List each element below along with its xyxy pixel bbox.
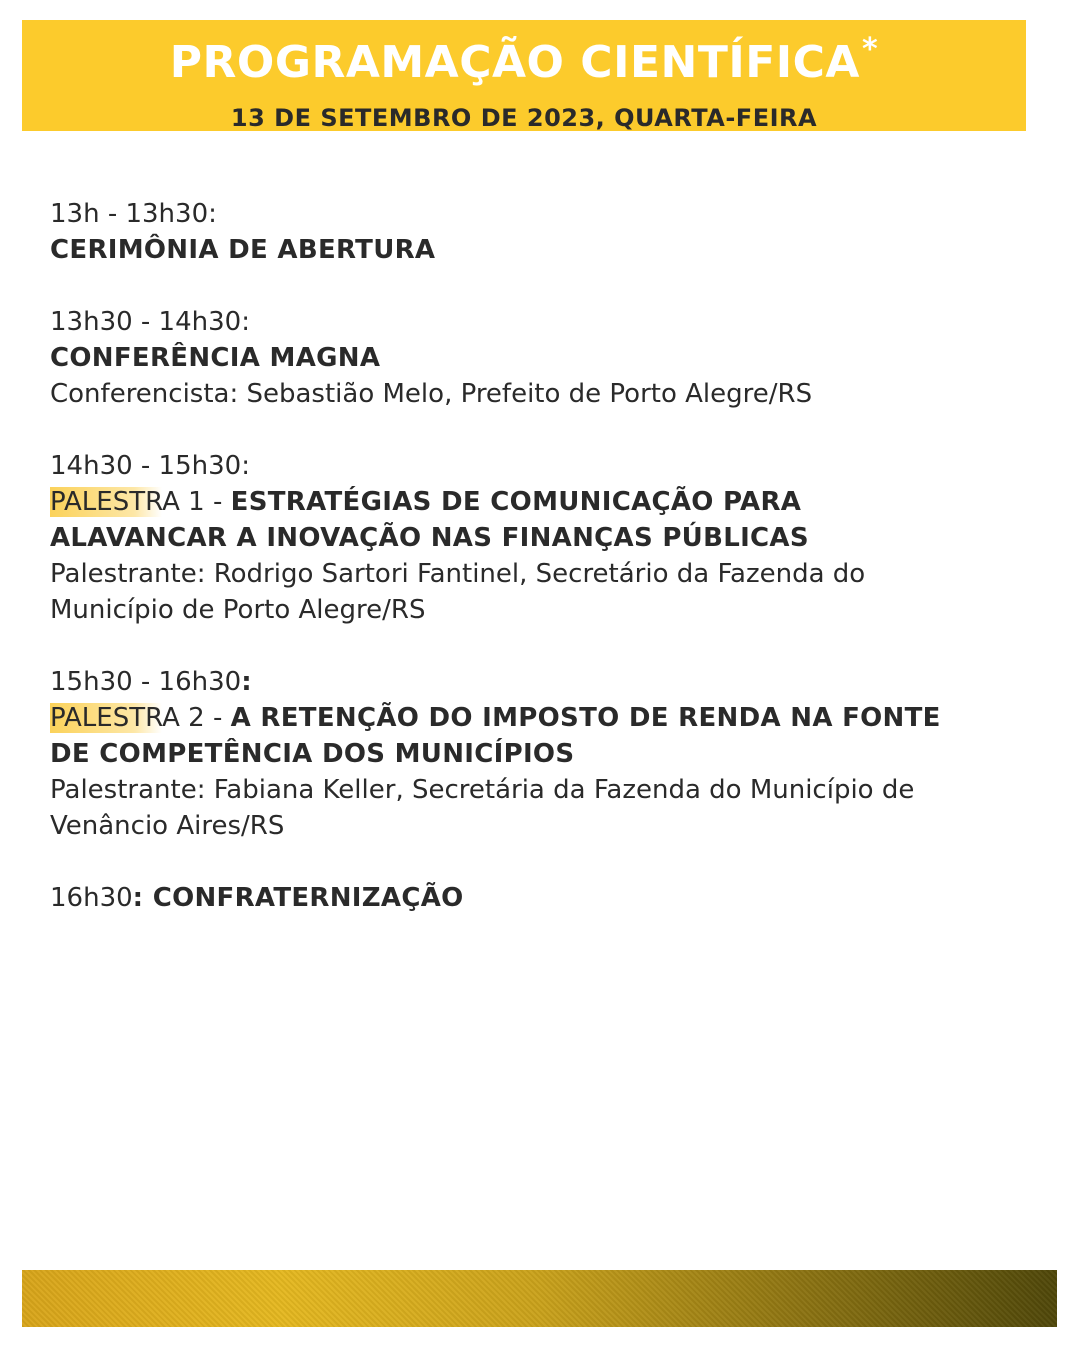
lecture-label-rest: A 2 - xyxy=(162,703,231,733)
item-title-line-2: DE COMPETÊNCIA DOS MUNICÍPIOS xyxy=(50,739,575,769)
item-time: 16h30 xyxy=(50,883,133,913)
page-title-text: PROGRAMAÇÃO CIENTÍFICA xyxy=(169,37,860,88)
header-banner xyxy=(22,20,1026,131)
item-closing-line xyxy=(50,880,1040,916)
item-time: 15h30 - 16h30 xyxy=(50,667,242,697)
program-item-lecture-1 xyxy=(50,448,1040,628)
item-speaker-line-2: Município de Porto Alegre/RS xyxy=(50,595,426,625)
title-asterisk: * xyxy=(861,32,879,67)
lecture-label-highlight: PALESTR xyxy=(50,487,163,517)
item-title: A RETENÇÃO DO IMPOSTO DE RENDA NA FONTE xyxy=(230,703,941,733)
item-speaker-line-1: Palestrante: Fabiana Keller, Secretária da Fazenda do Município de xyxy=(50,775,915,805)
item-time: 14h30 - 15h30: xyxy=(50,451,250,481)
program-item-lecture-2 xyxy=(50,664,1040,844)
program-list xyxy=(50,196,1040,952)
item-title: CERIMÔNIA DE ABERTURA xyxy=(50,235,436,265)
item-title-line-2: ALAVANCAR A INOVAÇÃO NAS FINANÇAS PÚBLICAS xyxy=(50,523,809,553)
item-time-colon: : xyxy=(241,667,252,697)
item-title: ESTRATÉGIAS DE COMUNICAÇÃO PARA xyxy=(230,487,802,517)
page-title xyxy=(22,32,1026,93)
item-time: 13h - 13h30: xyxy=(50,199,217,229)
program-item-closing xyxy=(50,880,1040,916)
program-item-conference xyxy=(50,304,1040,412)
item-title: CONFERÊNCIA MAGNA xyxy=(50,343,381,373)
item-speaker-line-2: Venâncio Aires/RS xyxy=(50,811,285,841)
footer-gold-bar xyxy=(22,1270,1057,1327)
item-speaker-line-1: Palestrante: Rodrigo Sartori Fantinel, Secretário da Fazenda do xyxy=(50,559,866,589)
item-time-line xyxy=(50,664,1040,700)
item-title: : CONFRATERNIZAÇÃO xyxy=(132,883,464,913)
item-time: 13h30 - 14h30: xyxy=(50,307,250,337)
item-title-line-1 xyxy=(50,484,1040,520)
program-item-opening xyxy=(50,196,1040,268)
item-speaker: Conferencista: Sebastião Melo, Prefeito de Porto Alegre/RS xyxy=(50,379,813,409)
lecture-label-rest: A 1 - xyxy=(162,487,231,517)
page-subtitle: 13 DE SETEMBRO DE 2023, QUARTA-FEIRA xyxy=(230,104,818,132)
lecture-label-highlight: PALESTR xyxy=(50,703,163,733)
item-title-line-1 xyxy=(50,700,1040,736)
